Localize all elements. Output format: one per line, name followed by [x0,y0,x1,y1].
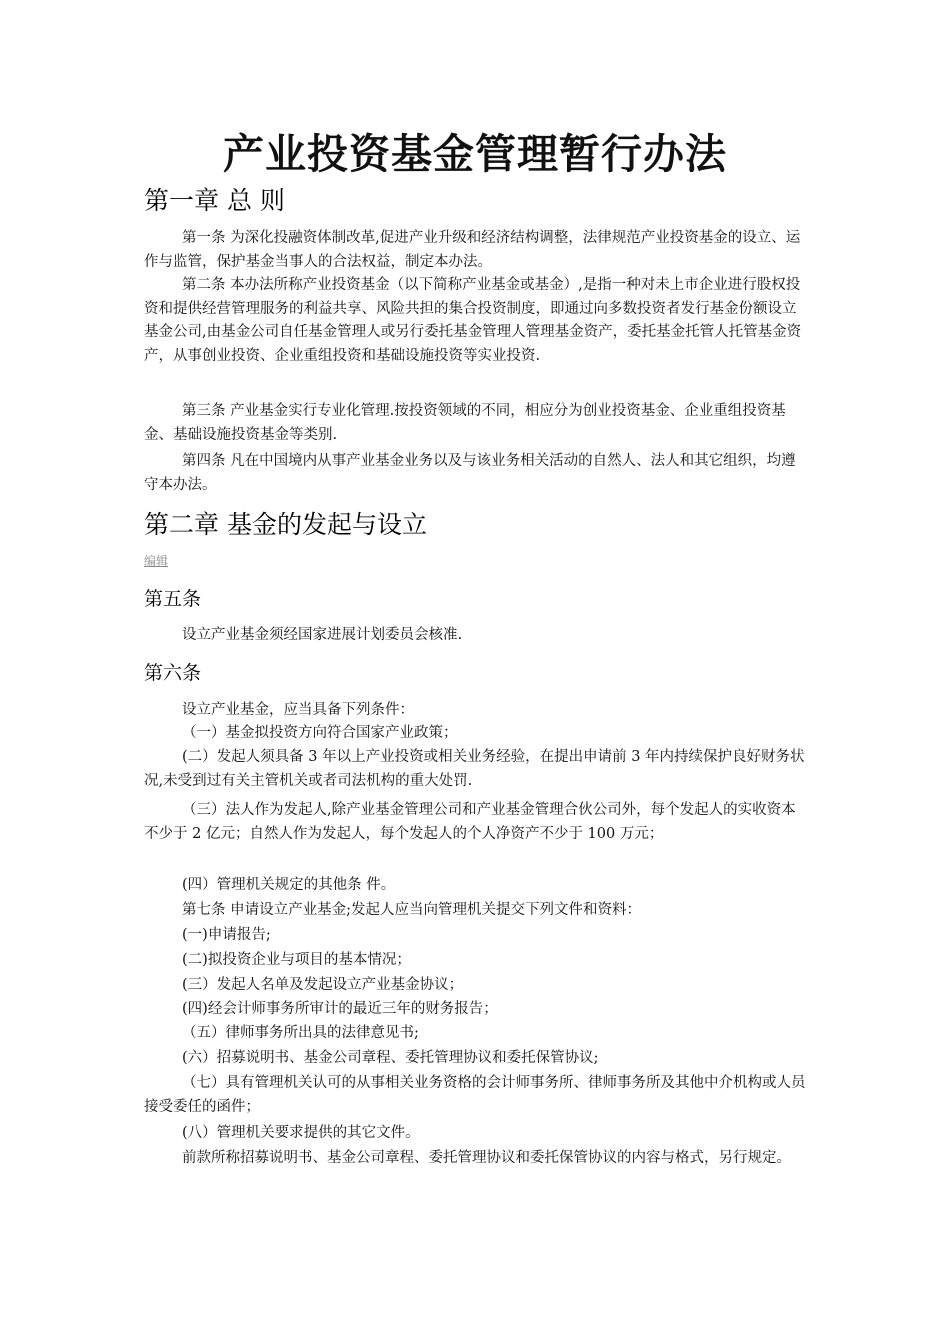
article-7-item: (二)拟投资企业与项目的基本情况； [182,952,411,968]
article-6-item-2: (二）发起人须具备 3 年以上产业投资或相关业务经验，在提出申请前 3 年内持续保护良好财务状况,未受到过有关主管机关或者司法机构的重大处罚. [144,749,805,789]
article-6-item-4: (四）管理机关规定的其他条 件。 [182,877,396,893]
chapter-2-heading: 第二章 基金的发起与设立 [144,510,427,539]
article-2: 第二条 本办法所称产业投资基金（以下简称产业基金或基金）,是指一种对未上市企业进行股权投资和提供经营管理服务的利益共享、风险共担的集合投资制度，即通过向多数投资者发行基金份额设立基金公司,由基金公司自任基金管理人或另行委托基金管理人管理基金资产，委托基金托管人托管基金资产，从事创业投资、企业重组投资和基础设施投资等实业投资. [144,277,802,364]
article-7-closing: 前款所称招募说明书、基金公司章程、委托管理协议和委托保管协议的内容与格式，另行规定。 [182,1150,791,1166]
article-7-item-7: （七）具有管理机关认可的从事相关业务资格的会计师事务所、律师事务所及其他中介机构或人员接受委任的函件； [144,1075,806,1115]
article-4: 第四条 凡在中国境内从事产业基金业务以及与该业务相关活动的自然人、法人和其它组织，均遵守本办法。 [144,453,796,493]
article-7-item-8: (八）管理机关要求提供的其它文件。 [182,1125,420,1141]
article-7-item: （五）律师事务所出具的法律意见书; [182,1025,419,1041]
article-7-item: (四)经会计师事务所审计的最近三年的财务报告； [182,1001,498,1017]
chapter-1-heading: 第一章 总 则 [144,186,285,215]
article-5-text: 设立产业基金须经国家进展计划委员会核准. [182,627,463,643]
document-title: 产业投资基金管理暂行办法 [223,130,727,178]
article-6-heading: 第六条 [144,662,202,684]
article-1: 第一条 为深化投融资体制改革,促进产业升级和经济结构调整，法律规范产业投资基金的设立、运作与监管，保护基金当事人的合法权益，制定本办法。 [144,230,801,270]
article-6-item-3: （三）法人作为发起人,除产业基金管理公司和产业基金管理合伙公司外，每个发起人的实收资本不少于 2 亿元；自然人作为发起人，每个发起人的个人净资产不少于 100 万元； [144,802,796,842]
article-5-heading: 第五条 [144,588,202,610]
article-6-item-1: （一）基金拟投资方向符合国家产业政策； [182,725,458,741]
article-7-intro: 第七条 申请设立产业基金;发起人应当向管理机关提交下列文件和资料： [182,902,641,918]
article-3: 第三条 产业基金实行专业化管理.按投资领域的不同，相应分为创业投资基金、企业重组投资基金、基础设施投资基金等类别. [144,403,786,443]
article-7-item: (一)申请报告; [182,927,271,943]
article-7-item: (六）招募说明书、基金公司章程、委托管理协议和委托保管协议; [182,1050,599,1066]
article-6-intro: 设立产业基金，应当具备下列条件： [182,702,414,718]
article-7-item: (三）发起人名单及发起设立产业基金协议； [182,977,464,993]
edit-link[interactable]: 编辑 [144,554,169,568]
